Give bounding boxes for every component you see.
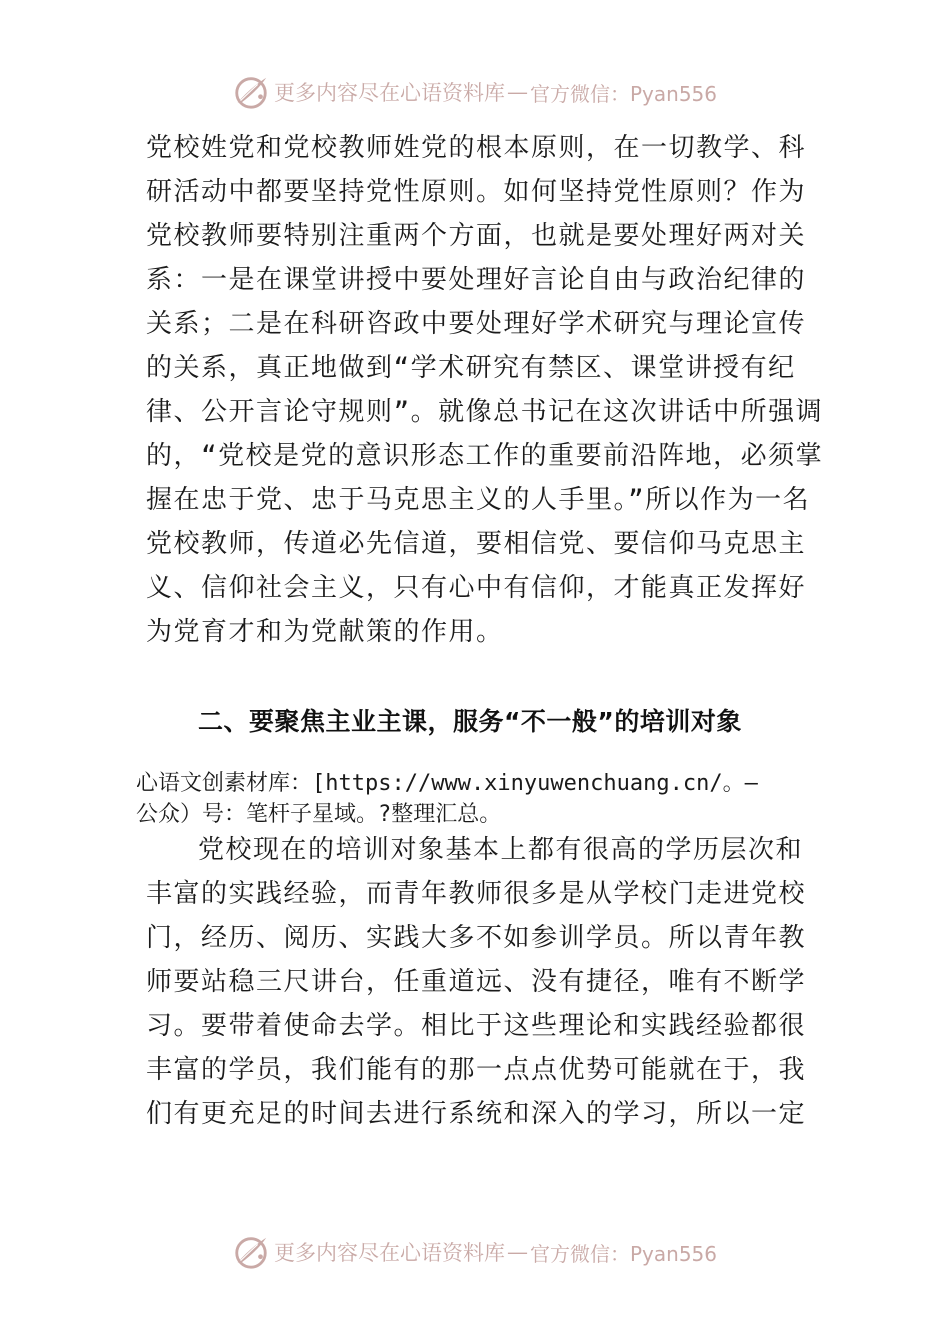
section-heading: 二、要聚焦主业主课，服务“不一般”的培训对象 — [198, 707, 742, 736]
text-line: 党校现在的培训对象基本上都有很高的学历层次和 — [198, 835, 804, 865]
footer-banner-separator: — — [507, 1240, 528, 1264]
text-line: 的关系，真正地做到“学术研究有禁区、课堂讲授有纪 — [146, 353, 796, 383]
paragraph-2 — [146, 828, 806, 1136]
text-line: 们有更充足的时间去进行系统和深入的学习，所以一定 — [146, 1099, 807, 1129]
quill-logo-icon — [232, 73, 270, 111]
source-note-line: 心语文创素材库：[https://www.xinyuwenchuang.cn/。— — [136, 771, 758, 796]
text-line: 师要站稳三尺讲台，任重道远、没有捷径，唯有不断学 — [146, 967, 807, 997]
text-line: 为党育才和为党献策的作用。 — [146, 617, 504, 647]
text-line: 系：一是在课堂讲授中要处理好言论自由与政治纪律的 — [146, 265, 807, 295]
header-banner-separator: — — [507, 80, 528, 104]
text-line: 义、信仰社会主义，只有心中有信仰，才能真正发挥好 — [146, 573, 807, 603]
text-line: 的，“党校是党的意识形态工作的重要前沿阵地，必须掌 — [146, 441, 824, 471]
text-line: 党校教师要特别注重两个方面，也就是要处理好两对关 — [146, 221, 807, 251]
header-banner — [232, 72, 717, 112]
text-line: 习。要带着使命去学。相比于这些理论和实践经验都很 — [146, 1011, 807, 1041]
text-line: 关系；二是在科研咨政中要处理好学术研究与理论宣传 — [146, 309, 807, 339]
footer-banner-text: 更多内容尽在心语资料库 — [274, 1241, 505, 1265]
header-banner-wechat: 官方微信：Pyan556 — [530, 81, 718, 106]
text-line: 门，经历、阅历、实践大多不如参训学员。所以青年教 — [146, 923, 807, 953]
text-line: 研活动中都要坚持党性原则。如何坚持党性原则？作为 — [146, 177, 807, 207]
text-line: 握在忠于党、忠于马克思主义的人手里。”所以作为一名 — [146, 485, 811, 515]
paragraph-1 — [146, 126, 823, 654]
source-note-line: 公众）号：笔杆子星域。?整理汇总。 — [136, 802, 502, 827]
text-line: 党校教师，传道必先信道，要相信党、要信仰马克思主 — [146, 529, 807, 559]
text-line: 丰富的实践经验，而青年教师很多是从学校门走进党校 — [146, 879, 807, 909]
header-banner-text: 更多内容尽在心语资料库 — [274, 81, 505, 105]
text-line: 党校姓党和党校教师姓党的根本原则，在一切教学、科 — [146, 133, 807, 163]
footer-banner-wechat: 官方微信：Pyan556 — [530, 1241, 718, 1266]
footer-banner — [232, 1232, 717, 1272]
text-line: 丰富的学员，我们能有的那一点点优势可能就在于，我 — [146, 1055, 807, 1085]
text-line: 律、公开言论守规则”。就像总书记在这次讲话中所强调 — [146, 397, 824, 427]
source-note — [136, 768, 758, 830]
quill-logo-icon — [232, 1233, 270, 1271]
